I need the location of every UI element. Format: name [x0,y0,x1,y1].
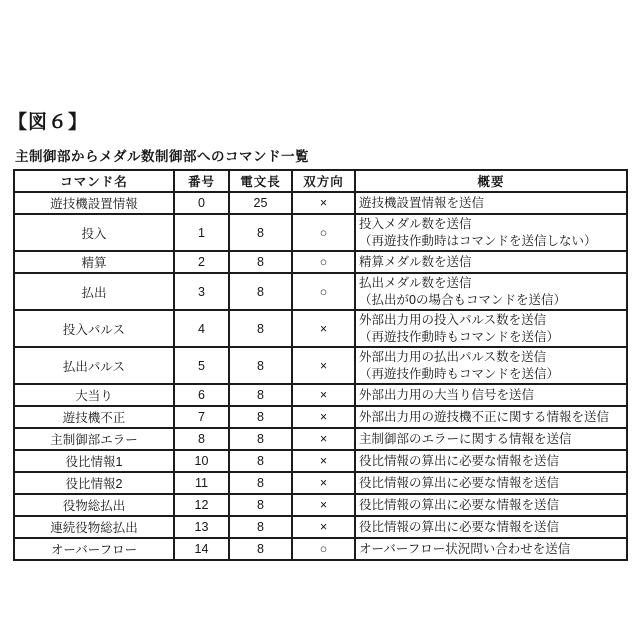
header-bidirectional: 双方向 [292,170,355,192]
bidirectional-cell: × [292,472,355,494]
table-row [14,428,627,450]
table-row [14,494,627,516]
message-length-cell: 8 [229,494,292,516]
overview-cell: 遊技機設置情報を送信 [355,192,627,214]
bidirectional-cell: × [292,347,355,384]
number-cell: 14 [174,538,229,560]
overview-cell: 外部出力用の払出パルス数を送信 （再遊技作動時もコマンドを送信） [355,347,627,384]
bidirectional-cell: × [292,516,355,538]
command-name-cell: 遊技機不正 [14,406,174,428]
table-row [14,450,627,472]
overview-cell: 外部出力用の大当り信号を送信 [355,384,627,406]
table-row [14,384,627,406]
figure-label: 【図６】 [8,112,89,133]
message-length-cell: 8 [229,310,292,347]
number-cell: 11 [174,472,229,494]
bidirectional-cell: × [292,450,355,472]
command-name-cell: オーバーフロー [14,538,174,560]
command-name-cell: 遊技機設置情報 [14,192,174,214]
overview-cell: 投入メダル数を送信 （再遊技作動時はコマンドを送信しない） [355,214,627,251]
number-cell: 10 [174,450,229,472]
command-table [13,169,628,561]
header-command-name: コマンド名 [14,170,174,192]
bidirectional-cell: ○ [292,538,355,560]
message-length-cell: 8 [229,472,292,494]
bidirectional-cell: × [292,428,355,450]
number-cell: 3 [174,273,229,310]
overview-cell: 精算メダル数を送信 [355,251,627,273]
bidirectional-cell: ○ [292,273,355,310]
number-cell: 5 [174,347,229,384]
command-name-cell: 投入 [14,214,174,251]
command-name-cell: 連続役物総払出 [14,516,174,538]
table-row [14,472,627,494]
number-cell: 0 [174,192,229,214]
message-length-cell: 8 [229,406,292,428]
number-cell: 7 [174,406,229,428]
command-name-cell: 投入パルス [14,310,174,347]
header-number: 番号 [174,170,229,192]
bidirectional-cell: ○ [292,214,355,251]
overview-cell: 役比情報の算出に必要な情報を送信 [355,472,627,494]
command-name-cell: 精算 [14,251,174,273]
bidirectional-cell: × [292,406,355,428]
message-length-cell: 8 [229,273,292,310]
command-name-cell: 払出パルス [14,347,174,384]
overview-cell: 役比情報の算出に必要な情報を送信 [355,516,627,538]
table-row [14,406,627,428]
table-row [14,310,627,347]
command-name-cell: 払出 [14,273,174,310]
bidirectional-cell: × [292,192,355,214]
header-overview: 概要 [355,170,627,192]
overview-cell: 外部出力用の投入パルス数を送信 （再遊技作動時もコマンドを送信） [355,310,627,347]
message-length-cell: 8 [229,538,292,560]
number-cell: 2 [174,251,229,273]
table-row [14,192,627,214]
command-table-body [14,192,627,560]
number-cell: 12 [174,494,229,516]
message-length-cell: 8 [229,347,292,384]
bidirectional-cell: ○ [292,251,355,273]
number-cell: 4 [174,310,229,347]
message-length-cell: 8 [229,428,292,450]
message-length-cell: 25 [229,192,292,214]
header-message-length: 電文長 [229,170,292,192]
bidirectional-cell: × [292,310,355,347]
table-row [14,251,627,273]
message-length-cell: 8 [229,384,292,406]
table-row [14,347,627,384]
overview-cell: オーバーフロー状況問い合わせを送信 [355,538,627,560]
message-length-cell: 8 [229,450,292,472]
bidirectional-cell: × [292,494,355,516]
number-cell: 6 [174,384,229,406]
command-name-cell: 役物総払出 [14,494,174,516]
number-cell: 1 [174,214,229,251]
number-cell: 8 [174,428,229,450]
table-row [14,516,627,538]
table-title: 主制御部からメダル数制御部へのコマンド一覧 [15,149,309,164]
overview-cell: 主制御部のエラーに関する情報を送信 [355,428,627,450]
table-row [14,273,627,310]
overview-cell: 外部出力用の遊技機不正に関する情報を送信 [355,406,627,428]
message-length-cell: 8 [229,516,292,538]
command-name-cell: 役比情報1 [14,450,174,472]
command-name-cell: 大当り [14,384,174,406]
table-row [14,214,627,251]
table-header-row [14,170,627,192]
message-length-cell: 8 [229,251,292,273]
command-name-cell: 役比情報2 [14,472,174,494]
bidirectional-cell: × [292,384,355,406]
command-name-cell: 主制御部エラー [14,428,174,450]
overview-cell: 役比情報の算出に必要な情報を送信 [355,494,627,516]
overview-cell: 役比情報の算出に必要な情報を送信 [355,450,627,472]
number-cell: 13 [174,516,229,538]
table-row [14,538,627,560]
message-length-cell: 8 [229,214,292,251]
overview-cell: 払出メダル数を送信 （払出が0の場合もコマンドを送信） [355,273,627,310]
